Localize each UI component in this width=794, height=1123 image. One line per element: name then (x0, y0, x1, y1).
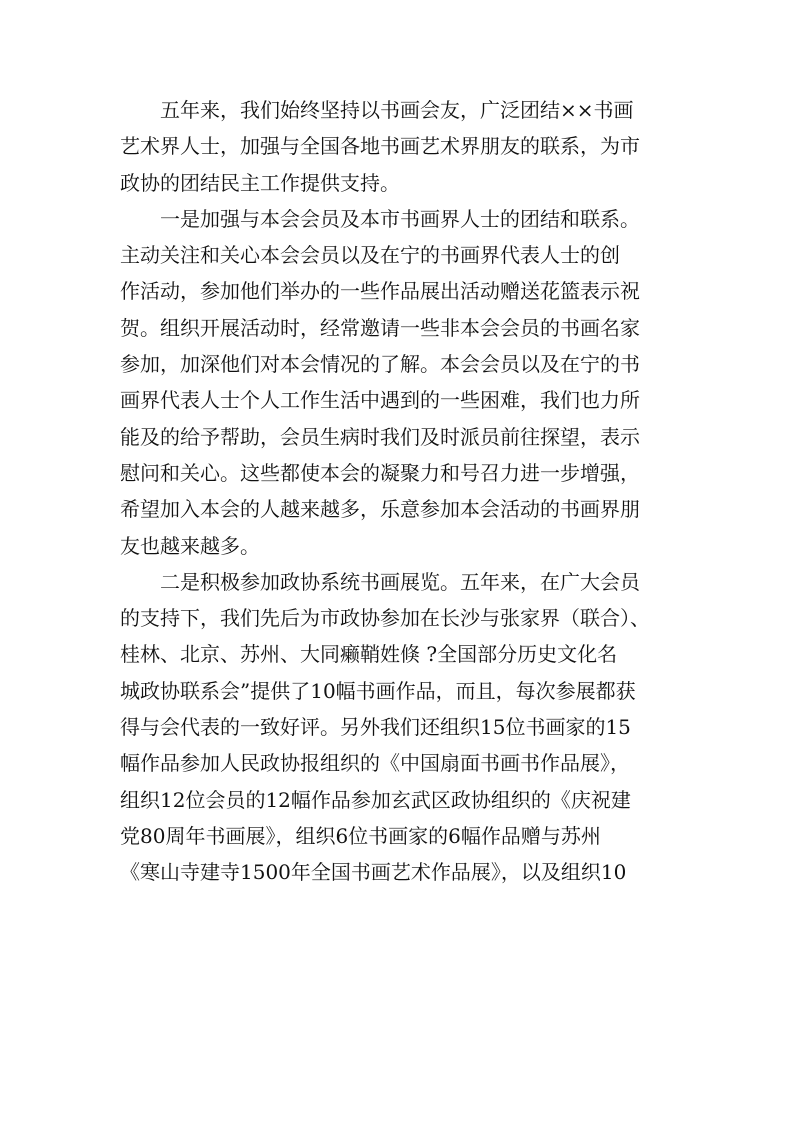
paragraph-line: 作活动，参加他们举办的一些作品展出活动赠送花篮表示祝 (120, 279, 640, 304)
paragraph-line: 画界代表人士个人工作生活中遇到的一些困难，我们也力所 (120, 388, 640, 413)
paragraph-line: 得与会代表的一致好评。另外我们还组织15位书画家的15 (120, 715, 631, 740)
paragraph-line: 贺。组织开展活动时，经常邀请一些非本会会员的书画名家 (120, 315, 640, 340)
paragraph-line: 政协的团结民主工作提供支持。 (120, 170, 400, 195)
paragraph-line: 五年来，我们始终坚持以书画会友，广泛团结××书画 (160, 98, 634, 122)
paragraph-line: 城政协联系会”提供了10幅书画作品，而且，每次参展都获 (120, 678, 636, 703)
paragraph-line: 幅作品参加人民政协报组织的《中国扇面书画书作品展》， (120, 751, 630, 776)
paragraph-line: 组织12位会员的12幅作品参加玄武区政协组织的《庆祝建 (120, 787, 631, 812)
paragraph-line: 友也越来越多。 (120, 533, 260, 558)
paragraph-line: 主动关注和关心本会会员以及在宁的书画界代表人士的创 (120, 243, 620, 268)
paragraph-line: 桂林、北京、苏州、大同癞鞘姓倏 ?全国部分历史文化名 (120, 642, 618, 667)
paragraph-line: 一是加强与本会会员及本市书画界人士的团结和联系。 (160, 206, 640, 231)
paragraph-line: 能及的给予帮助，会员生病时我们及时派员前往探望，表示 (120, 424, 640, 449)
paragraph-line: 希望加入本会的人越来越多，乐意参加本会活动的书画界朋 (120, 497, 640, 522)
paragraph-line: 艺术界人士，加强与全国各地书画艺术界朋友的联系，为市 (120, 134, 640, 159)
paragraph-line: 的支持下，我们先后为市政协参加在长沙与张家界（联合）、 (120, 606, 650, 631)
paragraph-line: 慰问和关心。这些都使本会的凝聚力和号召力进一步增强， (120, 460, 640, 485)
paragraph-line: 二是积极参加政协系统书画展览。五年来，在广大会员 (160, 569, 640, 594)
document-body (120, 92, 690, 891)
paragraph-line: 党80周年书画展》，组织6位书画家的6幅作品赠与苏州 (120, 823, 601, 848)
paragraph-line: 《寒山寺建寺1500年全国书画艺术作品展》，以及组织10 (120, 860, 627, 885)
paragraph-line: 参加，加深他们对本会情况的了解。本会会员以及在宁的书 (120, 352, 640, 377)
